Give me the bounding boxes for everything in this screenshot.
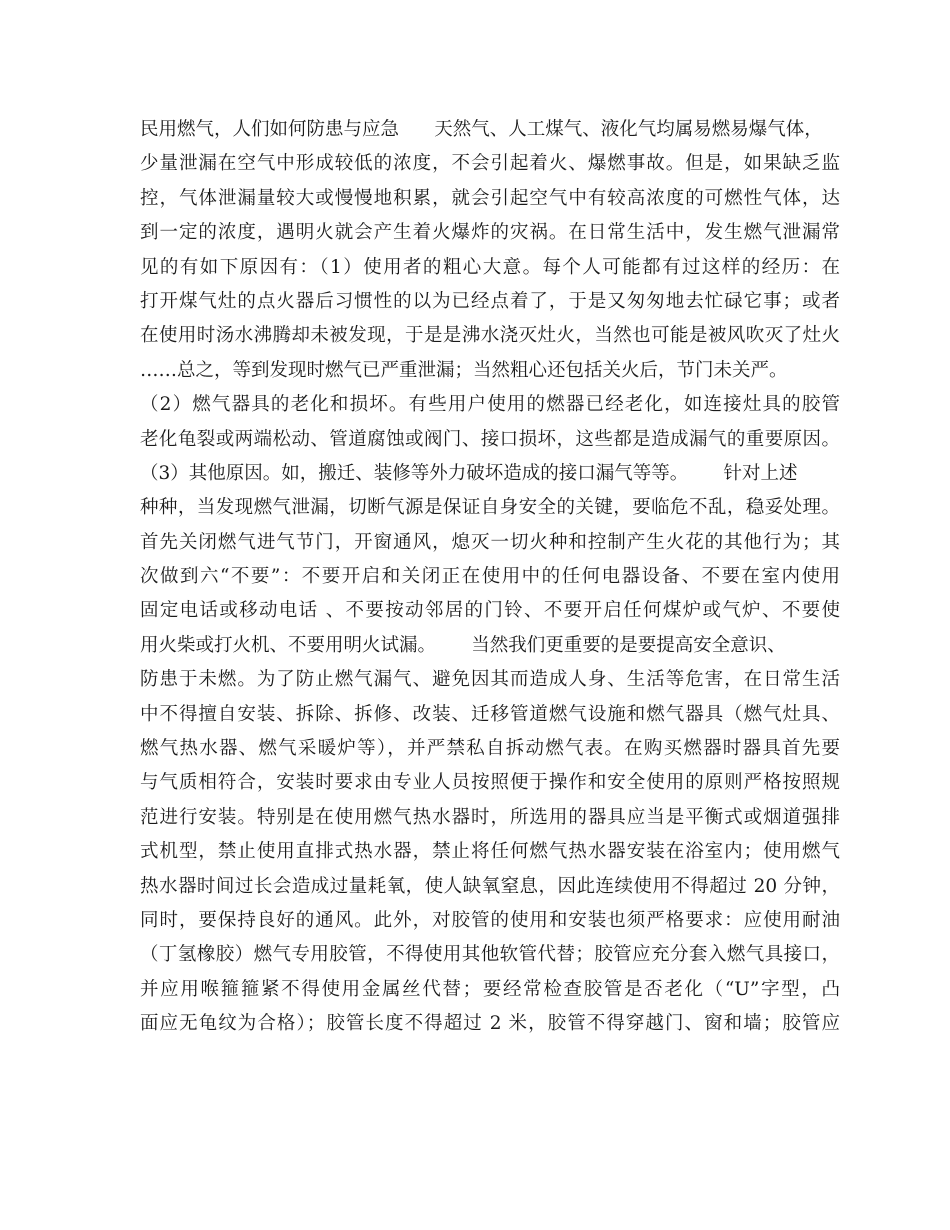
text-line: 种种，当发现燃气泄漏，切断气源是保证自身安全的关键，要临危不乱，稳妥处理。 [140,497,840,519]
text-line: 在使用时汤水沸腾却未被发现，于是是沸水浇灭灶火，当然也可能是被风吹灭了灶火 [140,325,840,347]
text-line: 老化龟裂或两端松动、管道腐蚀或阀门、接口损坏，这些都是造成漏气的重要原因。 [140,428,840,450]
text-line: 控，气体泄漏量较大或慢慢地积累，就会引起空气中有较高浓度的可燃性气体，达 [140,187,840,209]
text-line: （3）其他原因。如，搬迁、装修等外力破坏造成的接口漏气等等。 针对上述 [140,462,798,484]
text-line: 次做到六“不要”：不要开启和关闭正在使用中的任何电器设备、不要在室内使用 [140,566,840,588]
text-line: 面应无龟纹为合格）；胶管长度不得超过 2 米，胶管不得穿越门、窗和墙；胶管应 [140,1013,840,1035]
text-line: 民用燃气，人们如何防患与应急 天然气、人工煤气、液化气均属易燃易爆气体， [140,119,823,140]
text-line: 少量泄漏在空气中形成较低的浓度，不会引起着火、爆燃事故。但是，如果缺乏监 [140,153,840,175]
text-line: 打开煤气灶的点火器后习惯性的以为已经点着了，于是又匆匆地去忙碌它事；或者 [140,290,840,312]
text-line: 同时，要保持良好的通风。此外，对胶管的使用和安装也须严格要求：应使用耐油 [140,909,840,931]
text-line: 燃气热水器、燃气采暖炉等），并严禁私自拆动燃气表。在购买燃器时器具首先要 [140,738,840,760]
text-line: 见的有如下原因有：（1）使用者的粗心大意。每个人可能都有过这样的经历：在 [140,256,840,278]
text-line: 范进行安装。特别是在使用燃气热水器时，所选用的器具应当是平衡式或烟道强排 [140,806,840,828]
text-line: （丁氢橡胶）燃气专用胶管，不得使用其他软管代替；胶管应充分套入燃气具接口， [140,944,840,966]
text-line: 与气质相符合，安装时要求由专业人员按照便于操作和安全使用的原则严格按照规 [140,772,840,794]
text-line: 到一定的浓度，遇明火就会产生着火爆炸的灾祸。在日常生活中，发生燃气泄漏常 [140,222,840,244]
text-line: 防患于未燃。为了防止燃气漏气、避免因其而造成人身、生活等危害，在日常生活 [140,669,840,691]
text-line: 固定电话或移动电话 、不要按动邻居的门铃、不要开启任何煤炉或气炉、不要使 [140,600,840,622]
text-line: 首先关闭燃气进气节门，开窗通风，熄灭一切火种和控制产生火花的其他行为；其 [140,531,840,553]
document-body [140,113,840,1042]
text-line: 中不得擅自安装、拆除、拆修、改装、迁移管道燃气设施和燃气器具（燃气灶具、 [140,703,840,725]
text-line: （2）燃气器具的老化和损坏。有些用户使用的燃器已经老化，如连接灶具的胶管 [140,394,840,416]
text-line: 热水器时间过长会造成过量耗氧，使人缺氧窒息，因此连续使用不得超过 20 分钟， [140,875,840,897]
text-line: 并应用喉箍箍紧不得使用金属丝代替；要经常检查胶管是否老化（“U”字型，凸 [140,978,840,1000]
text-line: ……总之，等到发现时燃气已严重泄漏；当然粗心还包括关火后，节门未关严。 [140,359,788,381]
text-line: 用火柴或打火机、不要用明火试漏。 当然我们更重要的是要提高安全意识、 [140,634,786,656]
text-line: 式机型，禁止使用直排式热水器，禁止将任何燃气热水器安装在浴室内；使用燃气 [140,841,840,863]
